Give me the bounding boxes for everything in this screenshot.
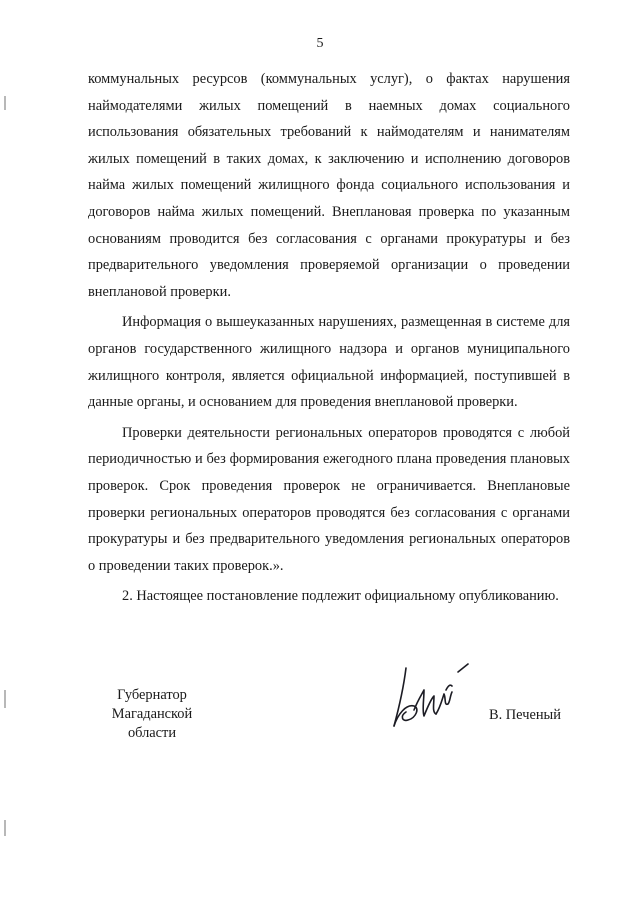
signatory-title-line2: Магаданской области [111, 706, 193, 741]
paragraph-information: Информация о вышеуказанных нарушениях, размещенная в системе для органов государственного жилищного надзора и органов муниципального жилищного контроля, является официальной информацией, поступившей в данные органы, и основанием для проведения внеплановой проверки. [88, 314, 570, 411]
signatory-title-line1: Губернатор [117, 687, 187, 703]
document-body [88, 66, 570, 610]
paragraph-regional-operators: Проверки деятельности региональных операторов проводятся с любой периодичностью и без формирования ежегодного плана проведения плановых проверок. Срок проведения проверок не ограничивается. Внеплановые проверки региональных операторов проводятся без согласования с органами прокуратуры и без предварительного уведомления региональных операторов о проведении таких проверок.». [88, 424, 570, 574]
paragraph-continued: коммунальных ресурсов (коммунальных услуг), о фактах нарушения наймодателями жилых помещений в наемных домах социального использования обязательных требований к наймодателям и нанимателям жилых помещений в таких домах, к заключению и исполнению договоров найма жилых помещений жилищного фонда социального использования и договоров найма жилых помещений. Внеплановая проверка по указанным основаниям проводится без согласования с органами прокуратуры и без предварительного уведомления проверяемой организации о проведении внеплановой проверки. [88, 71, 570, 300]
paragraph-publication: 2. Настоящее постановление подлежит официальному опубликованию. [122, 588, 559, 605]
page-number: 5 [316, 36, 324, 51]
margin-mark [4, 690, 6, 708]
signatory-title [86, 686, 218, 743]
signatory-name: В. Печеный [489, 707, 561, 723]
handwritten-signature [388, 660, 480, 732]
margin-mark [4, 96, 6, 110]
margin-mark [4, 820, 6, 836]
